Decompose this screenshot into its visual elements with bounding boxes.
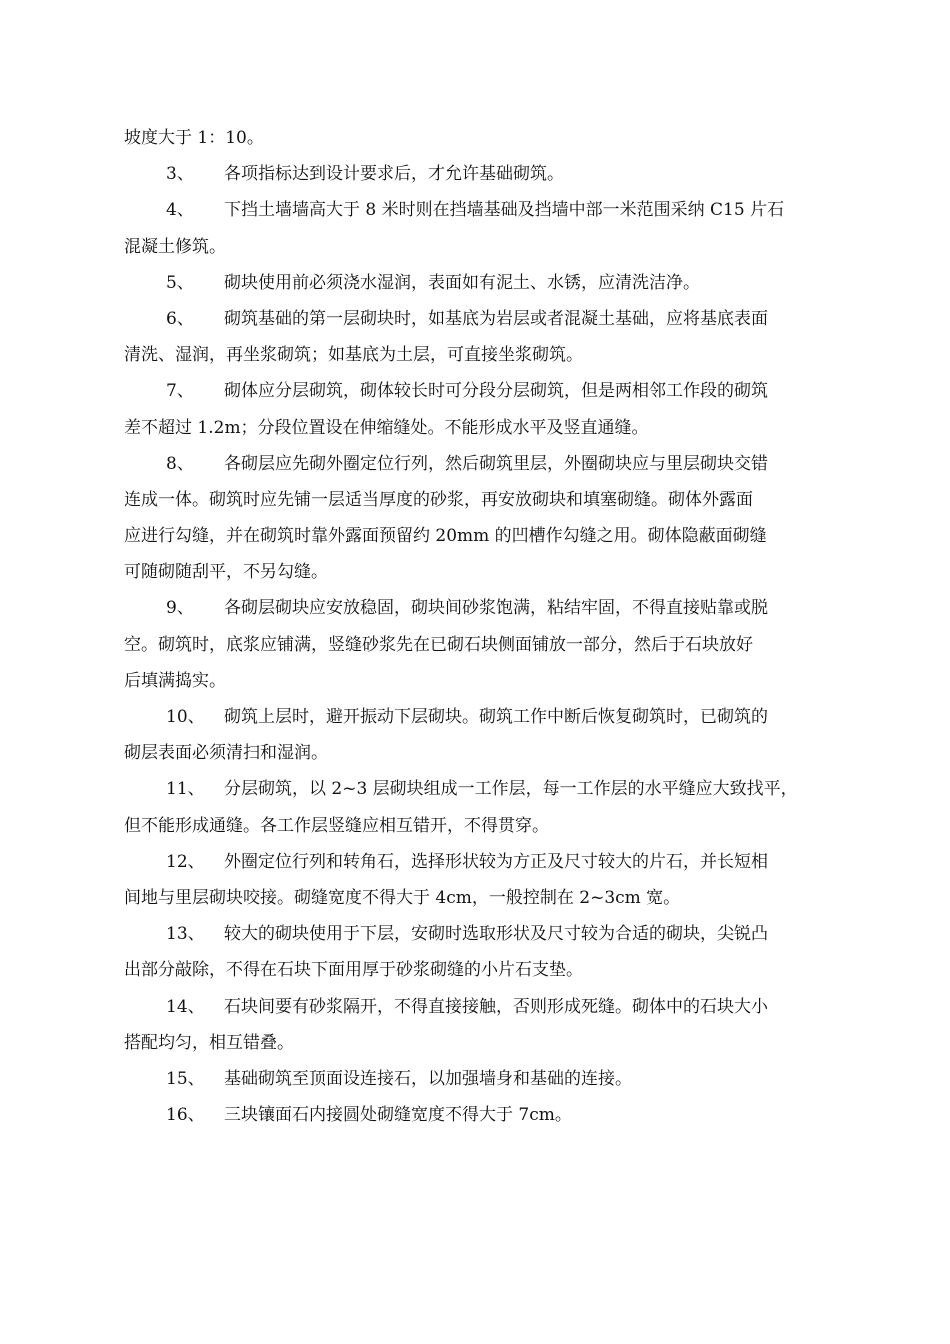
text-line bbox=[124, 156, 840, 192]
line-text: 较大的砌块使用于下层，安砌时选取形状及尺寸较为合适的砌块，尖锐凸 bbox=[224, 924, 768, 945]
line-text: 连成一体。砌筑时应先铺一层适当厚度的砂浆，再安放砌块和填塞砌缝。砌体外露面 bbox=[124, 489, 753, 510]
line-text: 各砌层砌块应安放稳固，砌块间砂浆饱满，粘结牢固，不得直接贴靠或脱 bbox=[224, 598, 768, 619]
item-number: 11、 bbox=[166, 779, 205, 800]
text-line bbox=[124, 844, 840, 880]
item-number: 8、 bbox=[166, 453, 194, 474]
line-text: 清洗、湿润，再坐浆砌筑；如基底为土层，可直接坐浆砌筑。 bbox=[124, 345, 583, 366]
text-line bbox=[124, 1025, 840, 1061]
item-number: 4、 bbox=[166, 200, 194, 221]
line-text: 坡度大于 1：10。 bbox=[124, 128, 264, 148]
text-line bbox=[124, 880, 840, 916]
text-line bbox=[124, 554, 840, 590]
item-number: 15、 bbox=[166, 1068, 205, 1089]
line-text: 砌层表面必须清扫和湿润。 bbox=[124, 743, 328, 764]
text-line bbox=[124, 410, 840, 446]
line-text: 各砌层应先砌外圈定位行列，然后砌筑里层，外圈砌块应与里层砌块交错 bbox=[224, 453, 768, 474]
item-number: 6、 bbox=[166, 308, 194, 329]
item-number: 5、 bbox=[166, 272, 194, 293]
line-text: 搭配均匀，相互错叠。 bbox=[124, 1032, 294, 1053]
text-line bbox=[124, 989, 840, 1025]
text-line bbox=[124, 627, 840, 663]
item-number: 3、 bbox=[166, 164, 194, 185]
item-number: 14、 bbox=[166, 996, 205, 1017]
item-number: 13、 bbox=[166, 924, 205, 945]
text-line bbox=[124, 337, 840, 373]
text-line bbox=[124, 518, 840, 554]
text-line bbox=[124, 192, 840, 228]
item-number: 12、 bbox=[166, 851, 205, 872]
text-line bbox=[124, 1061, 840, 1097]
line-text: 砌体应分层砌筑，砌体较长时可分段分层砌筑，但是两相邻工作段的砌筑 bbox=[224, 381, 768, 402]
text-line bbox=[124, 265, 840, 301]
item-number: 10、 bbox=[166, 707, 205, 727]
text-line bbox=[124, 916, 840, 952]
text-line bbox=[124, 735, 840, 771]
text-line bbox=[124, 771, 840, 807]
text-line bbox=[124, 699, 840, 735]
line-text: 砌筑上层时，避开振动下层砌块。砌筑工作中断后恢复砌筑时，已砌筑的 bbox=[224, 707, 768, 727]
line-text: 石块间要有砂浆隔开，不得直接接触，否则形成死缝。砌体中的石块大小 bbox=[224, 996, 768, 1017]
line-text: 间地与里层砌块咬接。砌缝宽度不得大于 4cm，一般控制在 2~3cm 宽。 bbox=[124, 887, 681, 908]
text-line bbox=[124, 229, 840, 265]
text-line bbox=[124, 1097, 840, 1133]
line-text: 应进行勾缝，并在砌筑时靠外露面预留约 20mm 的凹槽作勾缝之用。砌体隐蔽面砌缝 bbox=[124, 526, 767, 547]
line-text: 三块镶面石内接圆处砌缝宽度不得大于 7cm。 bbox=[224, 1105, 572, 1126]
line-text: 基础砌筑至顶面设连接石，以加强墙身和基础的连接。 bbox=[224, 1068, 632, 1089]
text-line bbox=[124, 482, 840, 518]
item-number: 16、 bbox=[166, 1105, 205, 1126]
line-text: 砌筑基础的第一层砌块时，如基底为岩层或者混凝土基础，应将基底表面 bbox=[224, 308, 768, 329]
line-text: 后填满捣实。 bbox=[124, 670, 226, 691]
line-text: 差不超过 1.2m；分段位置设在伸缩缝处。不能形成水平及竖直通缝。 bbox=[124, 417, 649, 438]
text-line bbox=[124, 808, 840, 844]
text-line bbox=[124, 373, 840, 409]
document-body bbox=[124, 120, 840, 1133]
line-text: 砌块使用前必须浇水湿润，表面如有泥土、水锈，应清洗洁净。 bbox=[224, 272, 700, 293]
line-text: 外圈定位行列和转角石，选择形状较为方正及尺寸较大的片石，并长短相 bbox=[224, 851, 768, 872]
line-text: 可随砌随刮平，不另勾缝。 bbox=[124, 562, 328, 583]
line-text: 空。砌筑时，底浆应铺满，竖缝砂浆先在已砌石块侧面铺放一部分，然后于石块放好 bbox=[124, 634, 753, 655]
line-text: 下挡土墙墙高大于 8 米时则在挡墙基础及挡墙中部一米范围采纳 C15 片石 bbox=[224, 200, 785, 221]
item-number: 9、 bbox=[166, 598, 194, 619]
line-text: 但不能形成通缝。各工作层竖缝应相互错开，不得贯穿。 bbox=[124, 815, 549, 836]
text-line bbox=[124, 446, 840, 482]
line-text: 分层砌筑，以 2~3 层砌块组成一工作层，每一工作层的水平缝应大致找平， bbox=[224, 779, 798, 800]
text-line bbox=[124, 590, 840, 626]
line-text: 出部分敲除，不得在石块下面用厚于砂浆砌缝的小片石支垫。 bbox=[124, 960, 583, 981]
line-text: 混凝土修筑。 bbox=[124, 236, 226, 257]
text-line bbox=[124, 301, 840, 337]
item-number: 7、 bbox=[166, 381, 194, 402]
text-line bbox=[124, 663, 840, 699]
line-text: 各项指标达到设计要求后，才允许基础砌筑。 bbox=[224, 164, 564, 185]
text-line bbox=[124, 120, 840, 156]
text-line bbox=[124, 952, 840, 988]
